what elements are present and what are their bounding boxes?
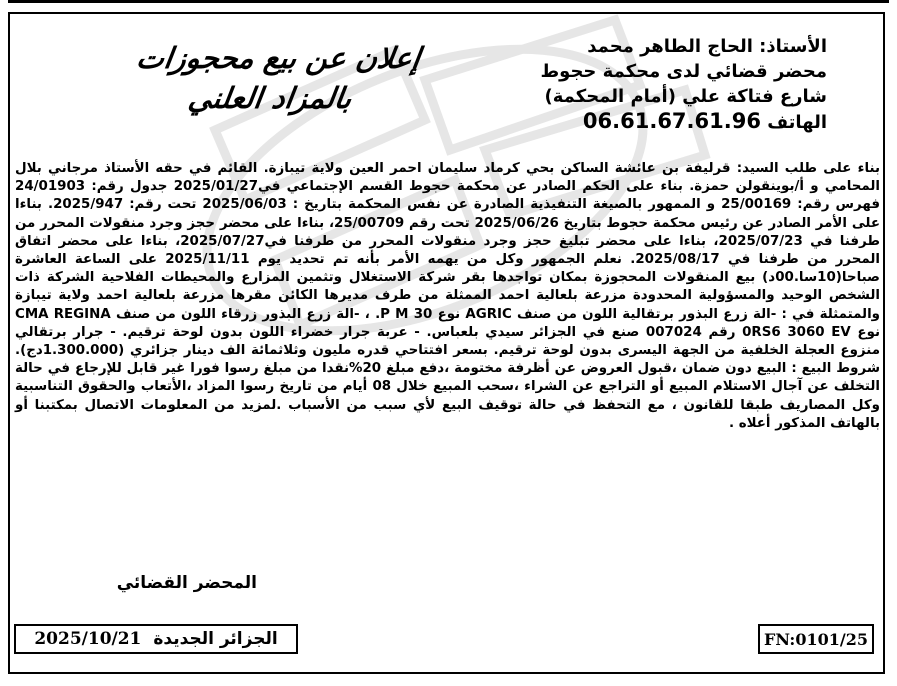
announcement-paragraph: بناء على طلب السيد: قرليفة بن عائشة الساكن بحي كرماد سليمان احمر العين ولاية تيبازة. القائم في حقه الأستاذ مرجاني بلال المحامي و أ/بوينقولن حمزة. بناء على الحكم الصادر عن محكمة حجوط القسم الإجتماعي في2025/01/27 جدول رقم: 24/01903 فهرس رقم: 25/00169 و الممهور بالصيغة التنفيذية الصادرة عن نفس المحكمة بتاريخ : 2025/06/03 تحت رقم: 2025/947. بناءا على الأمر الصادر عن رئيس محكمة حجوط بتاريخ 2025/06/26 تحت رقم 25/00709، بناءا على محضر حجز وجرد منقولات المحرر من طرفنا في 2025/07/23، بناءا على محضر تبليغ حجز وجرد منقولات المحرر من طرفنا في2025/07/27، بناءا على محضر اتفاق المحرر من طرفنا في 2025/08/17. نعلم الجمهور وكل من يهمه الأمر بأنه تم تحديد يوم 2025/11/11 على الساعة العاشرة صباحا(10سا.00د) بيع المنقولات المحجوزة بمكان تواجدها بقر شركة الاستغلال وتثمين المزارع والمحيطات الفلاحية الشركة ذات الشخص الوحيد والمسؤولية المحدودة مزرعة بلعالية احمد الممثلة من طرف مديرها الكائن مقرها مزرعة بلعالية احمد ولاية تيبازة والمتمثلة في : -الة زرع البذور برتقالية اللون من صنف AGRIC نوع P M 30. ، -الة زرع البذور زرقاء اللون من صنف CMA REGINA نوع 0RS6 3060 EV رقم 007024 صنع في الجزائر سيدي بلعباس. - عربة جرار خضراء اللون بدون لوحة ترقيم. - جرار برتقالي منزوع العجلة الخلفية من الجهة اليسرى بدون لوحة ترقيم. بسعر افتتاحي قدره مليون وثلاثمائة الف دينار جزائري (1.300.000دج). شروط البيع : البيع دون ضمان ،قبول العروض عن أظرفة مختومة ،دفع مبلغ 20%نقدا من مبلغ رسوا فورا غير قابل للإرجاع في حالة التخلف عن آجال الاستلام المبيع أو التراجع عن الشراء ،سحب المبيع خلال 08 أيام من تاريخ رسوا المزاد ،الأتعاب والحقوق التناسبية وكل المصاريف طبقا للقانون ، مع التحفظ في حالة توقيف البيع لأي سبب من الأسباب .لمزيد من المعلومات الاتصال بمكتبنا أو بالهاتف المذكور أعلاه . xyxy=(15,161,881,431)
announcement-heading xyxy=(70,38,430,118)
announcement-title: إعلان عن بيع محجوزات xyxy=(134,41,423,75)
fn-code-box xyxy=(758,624,874,654)
lawyer-title: محضر قضائي لدى محكمة حجوط xyxy=(540,61,827,82)
phone-line xyxy=(467,109,827,135)
lawyer-name: الأستاذ: الحاج الطاهر محمد xyxy=(587,36,827,57)
phone-label: الهاتف xyxy=(767,112,827,133)
announcement-body xyxy=(15,160,880,433)
announcement-subtitle: بالمزاد العلني xyxy=(186,81,354,115)
lawyer-header xyxy=(467,34,827,135)
publication-box xyxy=(14,624,298,654)
top-rule xyxy=(8,0,889,3)
signature: المحضر القضائي xyxy=(116,573,257,593)
lawyer-address: شارع فتاكة علي (أمام المحكمة) xyxy=(544,86,827,107)
newspaper-name: الجزائر الجديدة xyxy=(153,629,278,649)
phone-number: 06.61.67.61.96 xyxy=(582,109,761,133)
publication-date: 2025/10/21 xyxy=(34,629,142,649)
fn-code: FN:0101/25 xyxy=(764,629,868,649)
